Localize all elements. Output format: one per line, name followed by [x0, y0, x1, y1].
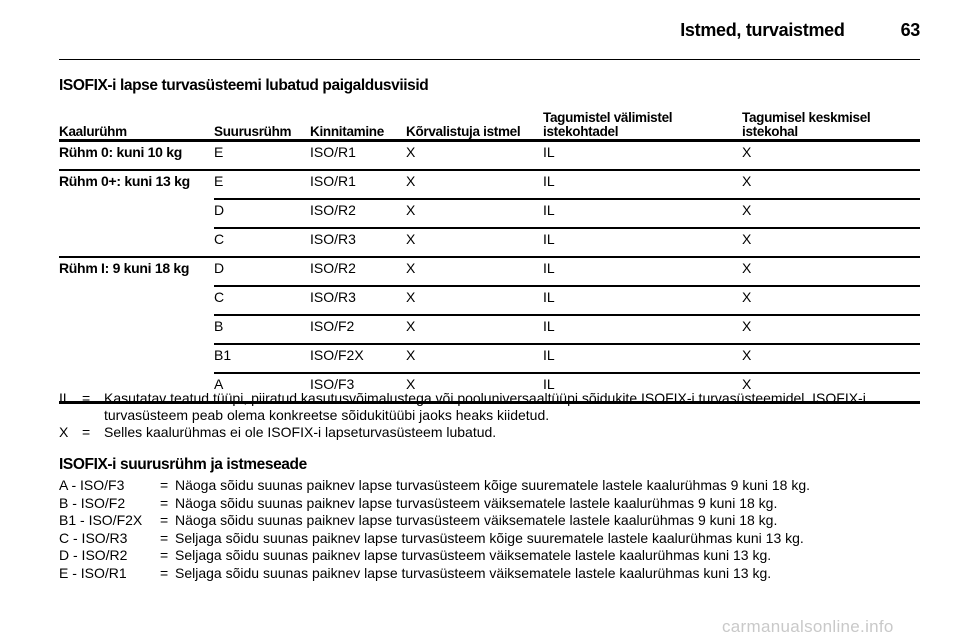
- column-header: Tagumisel keskmisel istekohal: [742, 103, 920, 141]
- table-header-row: [59, 103, 920, 141]
- table-row: [59, 141, 920, 171]
- list-item: [59, 495, 925, 513]
- size-key: D - ISO/R2: [59, 547, 128, 563]
- size-class-list: [59, 477, 925, 582]
- size-class-cell: D: [214, 199, 310, 228]
- fixture-cell: ISO/F2X: [310, 344, 406, 373]
- legend-text: Kasutatav teatud tüüpi, piiratud kasutusvõimalustega või pooluniversaaltüüpi sõidukite ISOFIX-i turvasüsteemidel. ISOFIX-i turvasüsteem peab olema konkreetse sõidukitüübi jaoks heaks kiidetud.: [104, 390, 866, 423]
- front-seat-cell: X: [406, 199, 543, 228]
- rear-outer-cell: IL: [543, 286, 742, 315]
- rear-center-cell: X: [742, 286, 920, 315]
- page-header-title: Istmed, turvaistmed: [680, 20, 845, 40]
- fixture-cell: ISO/R3: [310, 228, 406, 257]
- front-seat-cell: X: [406, 373, 543, 403]
- size-class-cell: A: [214, 373, 310, 403]
- column-header: Kinnitamine: [310, 103, 406, 141]
- rear-center-cell: X: [742, 315, 920, 344]
- table-row: [59, 170, 920, 199]
- size-class-cell: B: [214, 315, 310, 344]
- rear-center-cell: X: [742, 373, 920, 403]
- rear-outer-cell: IL: [543, 373, 742, 403]
- size-class-cell: C: [214, 228, 310, 257]
- isofix-table: [59, 103, 920, 404]
- table-row: [59, 344, 920, 373]
- legend-eq: =: [82, 390, 91, 406]
- column-header: Kaalurühm: [59, 103, 214, 141]
- table-row: [59, 257, 920, 286]
- fixture-cell: ISO/R2: [310, 199, 406, 228]
- size-text: Seljaga sõidu suunas paiknev lapse turvasüsteem kõige suurematele lastele kaalurühmas kuni 13 kg.: [175, 529, 804, 546]
- list-item: [59, 477, 925, 495]
- size-key: B - ISO/F2: [59, 494, 126, 511]
- legend-key: X: [59, 424, 69, 440]
- front-seat-cell: X: [406, 344, 543, 373]
- rear-outer-cell: IL: [543, 199, 742, 228]
- page-header: [59, 20, 920, 41]
- weight-group-cell: [59, 228, 214, 257]
- table-section-title: ISOFIX-i lapse turvasüsteemi lubatud paigaldusviisid: [59, 77, 429, 94]
- fixture-cell: ISO/R2: [310, 257, 406, 286]
- watermark: carmanualsonline.info: [722, 617, 894, 636]
- legend-item: [59, 424, 925, 441]
- fixture-cell: ISO/F3: [310, 373, 406, 403]
- size-key: C - ISO/R3: [59, 529, 128, 546]
- list-item: [59, 547, 925, 565]
- size-key: A - ISO/F3: [59, 477, 125, 493]
- size-class-cell: E: [214, 170, 310, 199]
- rear-center-cell: X: [742, 228, 920, 257]
- size-eq: =: [160, 477, 169, 493]
- table-row: [59, 315, 920, 344]
- size-class-cell: E: [214, 141, 310, 171]
- size-eq: =: [160, 547, 169, 563]
- size-eq: =: [160, 494, 169, 511]
- rear-outer-cell: IL: [543, 344, 742, 373]
- size-class-cell: B1: [214, 344, 310, 373]
- front-seat-cell: X: [406, 141, 543, 171]
- weight-group-cell: Rühm 0+: kuni 13 kg: [59, 173, 190, 189]
- size-eq: =: [160, 529, 169, 546]
- rear-outer-cell: IL: [543, 170, 742, 199]
- size-key: B1 - ISO/F2X: [59, 512, 143, 528]
- front-seat-cell: X: [406, 170, 543, 199]
- rear-center-cell: X: [742, 199, 920, 228]
- size-text: Näoga sõidu suunas paiknev lapse turvasüsteem väiksematele lastele kaalurühmas 9 kuni 18 kg.: [175, 512, 778, 528]
- weight-group-cell: [59, 315, 214, 344]
- rear-center-cell: X: [742, 141, 920, 171]
- column-header: Suurusrühm: [214, 103, 310, 141]
- fixture-cell: ISO/R1: [310, 170, 406, 199]
- page-number: 63: [900, 20, 920, 40]
- table-row: [59, 228, 920, 257]
- rear-outer-cell: IL: [543, 257, 742, 286]
- front-seat-cell: X: [406, 228, 543, 257]
- sizes-section-title: ISOFIX-i suurusrühm ja istmeseade: [59, 456, 307, 473]
- rear-outer-cell: IL: [543, 315, 742, 344]
- weight-group-cell: [59, 199, 214, 228]
- rear-center-cell: X: [742, 257, 920, 286]
- legend-text: Selles kaalurühmas ei ole ISOFIX-i lapseturvasüsteem lubatud.: [104, 424, 497, 440]
- table-row: [59, 286, 920, 315]
- list-item: [59, 512, 925, 530]
- rear-center-cell: X: [742, 344, 920, 373]
- column-header: Tagumistel välimistel istekohtadel: [543, 103, 742, 141]
- rear-outer-cell: IL: [543, 141, 742, 171]
- fixture-cell: ISO/R1: [310, 141, 406, 171]
- list-item: [59, 565, 925, 583]
- rear-outer-cell: IL: [543, 228, 742, 257]
- rear-center-cell: X: [742, 170, 920, 199]
- size-text: Seljaga sõidu suunas paiknev lapse turvasüsteem väiksematele lastele kaalurühmas kuni 13 kg.: [175, 547, 772, 563]
- header-divider: [59, 59, 920, 60]
- weight-group-cell: Rühm 0: kuni 10 kg: [59, 141, 214, 171]
- legend-item: [59, 390, 925, 424]
- weight-group-cell: Rühm I: 9 kuni 18 kg: [59, 260, 190, 276]
- size-class-cell: D: [214, 257, 310, 286]
- size-key: E - ISO/R1: [59, 564, 127, 581]
- legend: [59, 390, 925, 441]
- size-text: Näoga sõidu suunas paiknev lapse turvasüsteem väiksematele lastele kaalurühmas 9 kuni 18 kg.: [175, 494, 778, 511]
- list-item: [59, 530, 925, 548]
- weight-group-cell: [59, 344, 214, 373]
- size-class-cell: C: [214, 286, 310, 315]
- fixture-cell: ISO/F2: [310, 315, 406, 344]
- front-seat-cell: X: [406, 315, 543, 344]
- column-header: Kõrvalistuja istmel: [406, 103, 543, 141]
- fixture-cell: ISO/R3: [310, 286, 406, 315]
- front-seat-cell: X: [406, 257, 543, 286]
- table-row: [59, 199, 920, 228]
- size-text: Näoga sõidu suunas paiknev lapse turvasüsteem kõige suurematele lastele kaalurühmas 9 kuni 18 kg.: [175, 477, 811, 493]
- legend-eq: =: [82, 424, 91, 440]
- front-seat-cell: X: [406, 286, 543, 315]
- legend-key: IL: [59, 390, 71, 406]
- weight-group-cell: [59, 286, 214, 315]
- size-text: Seljaga sõidu suunas paiknev lapse turvasüsteem väiksematele lastele kaalurühmas kuni 13 kg.: [175, 564, 772, 581]
- size-eq: =: [160, 512, 169, 528]
- size-eq: =: [160, 564, 169, 581]
